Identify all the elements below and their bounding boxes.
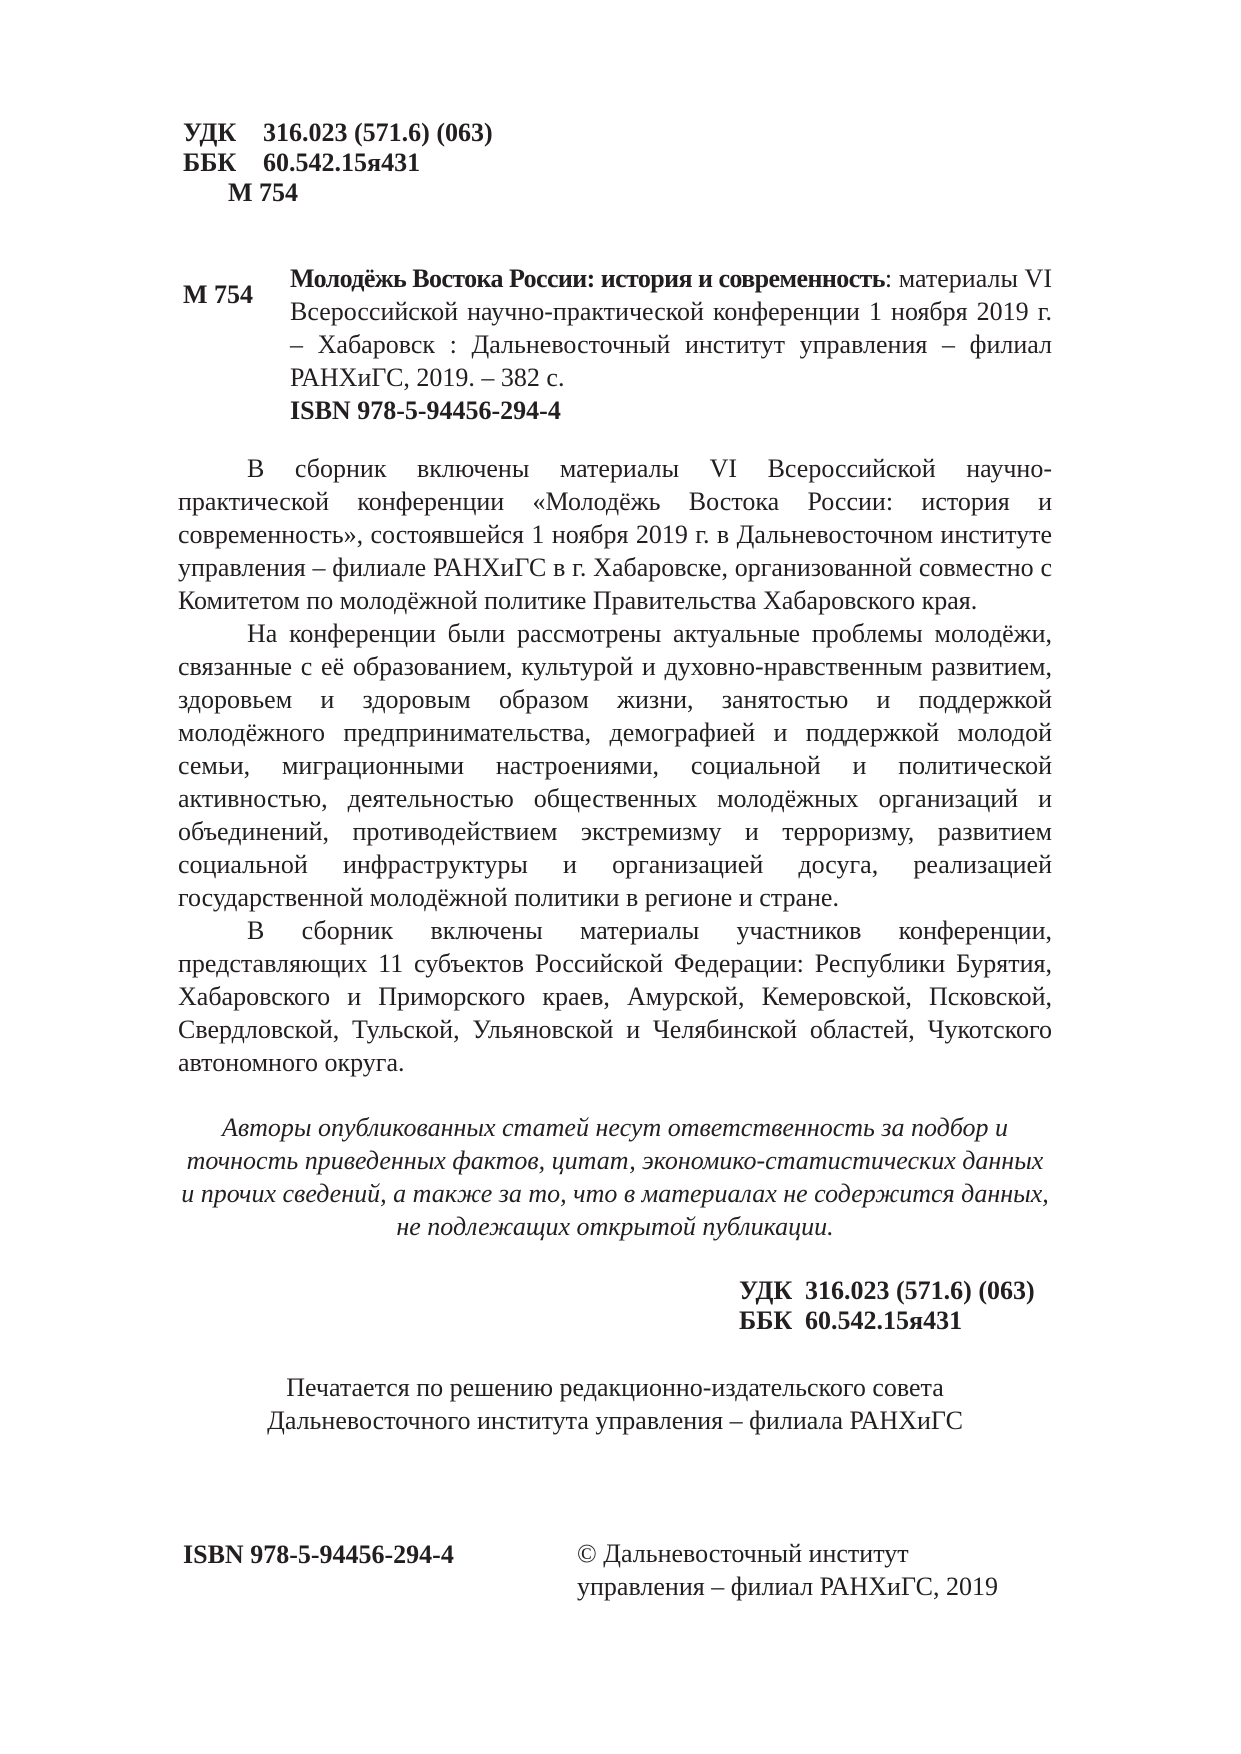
- copyright-line: © Дальневосточный институт: [577, 1539, 909, 1568]
- author-mark: М 754: [228, 178, 299, 207]
- bbk-label-secondary: ББК: [739, 1306, 793, 1335]
- udk-value-secondary: 316.023 (571.6) (063): [805, 1276, 1035, 1305]
- biblio-author-mark: М 754: [183, 280, 254, 309]
- copyright: [577, 1537, 998, 1603]
- abstract-paragraph: В сборник включены материалы участников конференции, представляющих 11 субъектов Российской Федерации: Республики Бурятия, Хабаровского и Приморского краев, Амурской, Кемеровской, Псковской, Свердловской, Тульской, Ульяновской и Челябинской областей, Чукотского автономного округа.: [178, 916, 1052, 1077]
- abstract-paragraph: На конференции были рассмотрены актуальные проблемы молодёжи, связанные с её образованием, культурой и духовно-нравственным развитием, здоровьем и здоровым образом жизни, занятостью и поддержкой молодёжного предпринимательства, демографией и поддержкой молодой семьи, миграционными настроениями, социальной и политической активностью, деятельностью общественных молодёжных организаций и объединений, противодействием экстремизму и терроризму, развитием социальной инфраструктуры и организацией досуга, реализацией государственной молодёжной политики в регионе и стране.: [178, 619, 1052, 912]
- book-title: Молодёжь Востока России: история и современность: [290, 264, 885, 293]
- udk-value: 316.023 (571.6) (063): [263, 118, 493, 147]
- biblio-isbn: ISBN 978-5-94456-294-4: [290, 396, 561, 425]
- biblio-description-block: [290, 262, 1052, 394]
- footer-isbn: ISBN 978-5-94456-294-4: [183, 1540, 454, 1569]
- abstract: [178, 452, 1052, 1079]
- copyright-line: управления – филиал РАНХиГС, 2019: [577, 1572, 998, 1601]
- bbk-row-secondary: [739, 1306, 1035, 1336]
- book-description: : материалы VI Всероссийской научно-практической конференции 1 ноября 2019 г. – Хабаровск : Дальневосточный институт управления – филиал РАНХиГС, 2019. – 382 с.: [290, 264, 1052, 392]
- udk-label: УДК: [183, 118, 237, 147]
- udk-row: [183, 118, 493, 148]
- bbk-row: [183, 148, 493, 178]
- udk-label-secondary: УДК: [739, 1276, 793, 1305]
- bbk-value: 60.542.15я431: [263, 148, 421, 177]
- biblio-record: [290, 262, 1052, 427]
- abstract-paragraph: В сборник включены материалы VI Всероссийской научно-практической конференции «Молодёжь Востока России: история и современность», состоявшейся 1 ноября 2019 г. в Дальневосточном институте управления – филиале РАНХиГС в г. Хабаровске, организованной совместно с Комитетом по молодёжной политике Правительства Хабаровского края.: [178, 454, 1052, 615]
- print-note: [178, 1371, 1052, 1437]
- author-mark-row: [183, 178, 493, 208]
- bbk-value-secondary: 60.542.15я431: [805, 1306, 963, 1335]
- udk-row-secondary: [739, 1276, 1035, 1306]
- bbk-label: ББК: [183, 148, 237, 177]
- print-note-line: Дальневосточного института управления – филиала РАНХиГС: [267, 1406, 963, 1435]
- disclaimer: Авторы опубликованных статей несут ответственность за подбор и точность приведенных фактов, цитат, экономико-статистических данных и прочих сведений, а также за то, что в материалах не содержится данных, не подлежащих открытой публикации.: [181, 1113, 1049, 1241]
- codes-right: [739, 1276, 1035, 1336]
- header-codes: [183, 118, 493, 208]
- print-note-line: Печатается по решению редакционно-издательского совета: [286, 1373, 944, 1402]
